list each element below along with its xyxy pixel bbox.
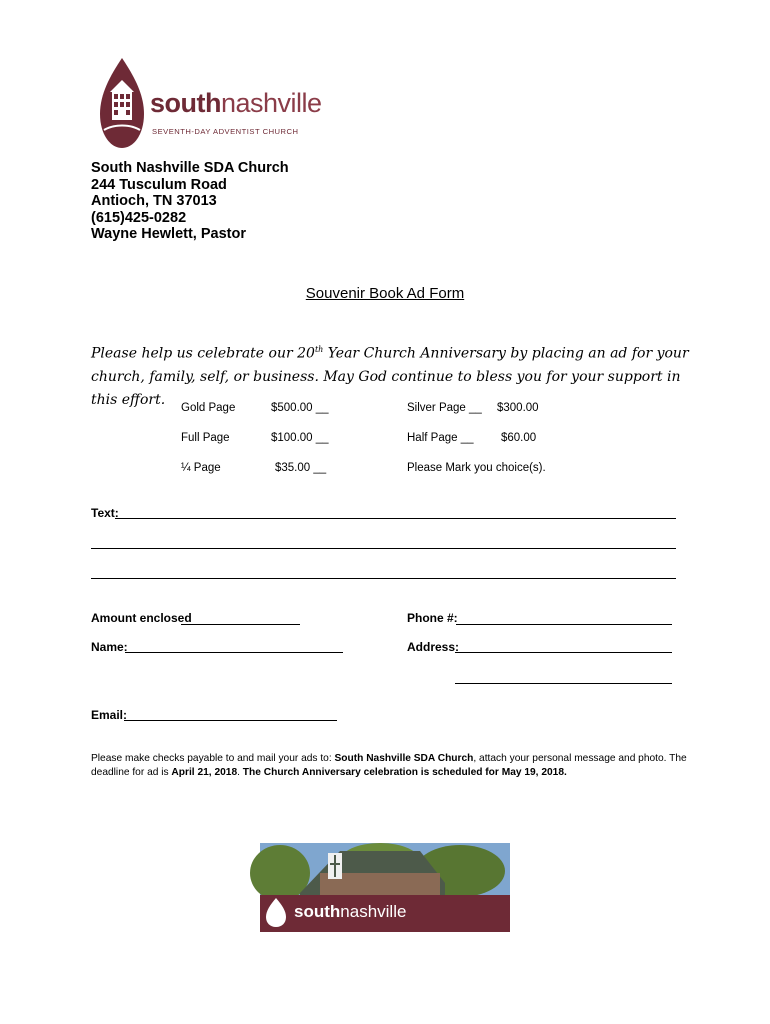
amount-enclosed-label: Amount enclosed xyxy=(91,611,192,625)
full-page-price[interactable]: $100.00 __ xyxy=(271,432,329,444)
church-address-block xyxy=(91,160,289,243)
half-page-label[interactable]: Half Page __ xyxy=(407,432,474,444)
intro-paragraph: Please help us celebrate our 20th Year Church Anniversary by placing an ad for your church, family, self, or business. May God continue to bless you for your support in this effort. xyxy=(91,345,689,408)
address-field-line-2[interactable] xyxy=(455,683,672,684)
quarter-page-label: ¼ Page xyxy=(181,462,221,474)
quarter-page-price[interactable]: $35.00 __ xyxy=(275,462,327,474)
city-state-zip: Antioch, TN 37013 xyxy=(91,193,217,210)
address-label: Address: xyxy=(407,640,460,654)
email-field[interactable] xyxy=(124,720,337,721)
text-input-line-2[interactable] xyxy=(91,548,676,549)
name-label: Name: xyxy=(91,640,128,654)
form-title: Souvenir Book Ad Form xyxy=(305,285,465,302)
street-address: 244 Tusculum Road xyxy=(91,176,227,193)
mark-choice-note: Please Mark you choice(s). xyxy=(407,462,546,474)
text-input-line-3[interactable] xyxy=(91,578,676,579)
gold-page-price[interactable]: $500.00 __ xyxy=(271,402,329,414)
address-field-line-1[interactable] xyxy=(455,652,672,653)
phone-field[interactable] xyxy=(456,624,672,625)
church-logo xyxy=(100,52,322,152)
pastor-name: Wayne Hewlett, Pastor xyxy=(91,226,246,243)
half-page-price: $60.00 xyxy=(501,432,537,444)
full-page-label: Full Page xyxy=(181,432,230,444)
gold-page-label: Gold Page xyxy=(181,402,236,414)
church-photo xyxy=(260,843,510,932)
text-label: Text: xyxy=(91,506,119,520)
phone-label: Phone #: xyxy=(407,611,458,625)
mailing-instructions: Please make checks payable to and mail your ads to: South Nashville SDA Church, attach your personal message and photo. The deadline for ad is April 21, 2018. The Church Anniversary celebration is scheduled for May 19, 2018. xyxy=(91,753,687,778)
church-name: South Nashville SDA Church xyxy=(91,160,289,176)
phone-number: (615)425-0282 xyxy=(91,209,187,226)
silver-page-label[interactable]: Silver Page __ xyxy=(407,402,482,414)
logo-subtitle: SEVENTH-DAY ADVENTIST CHURCH xyxy=(152,127,299,136)
amount-enclosed-field[interactable] xyxy=(181,624,300,625)
text-input-line-1[interactable] xyxy=(115,518,676,519)
email-label: Email: xyxy=(91,708,128,722)
name-field[interactable] xyxy=(125,652,343,653)
silver-page-price: $300.00 xyxy=(497,402,539,414)
logo-wordmark: southnashville xyxy=(150,88,322,118)
house-drop-icon xyxy=(100,52,322,152)
photo-wordmark: southnashville xyxy=(294,902,407,921)
